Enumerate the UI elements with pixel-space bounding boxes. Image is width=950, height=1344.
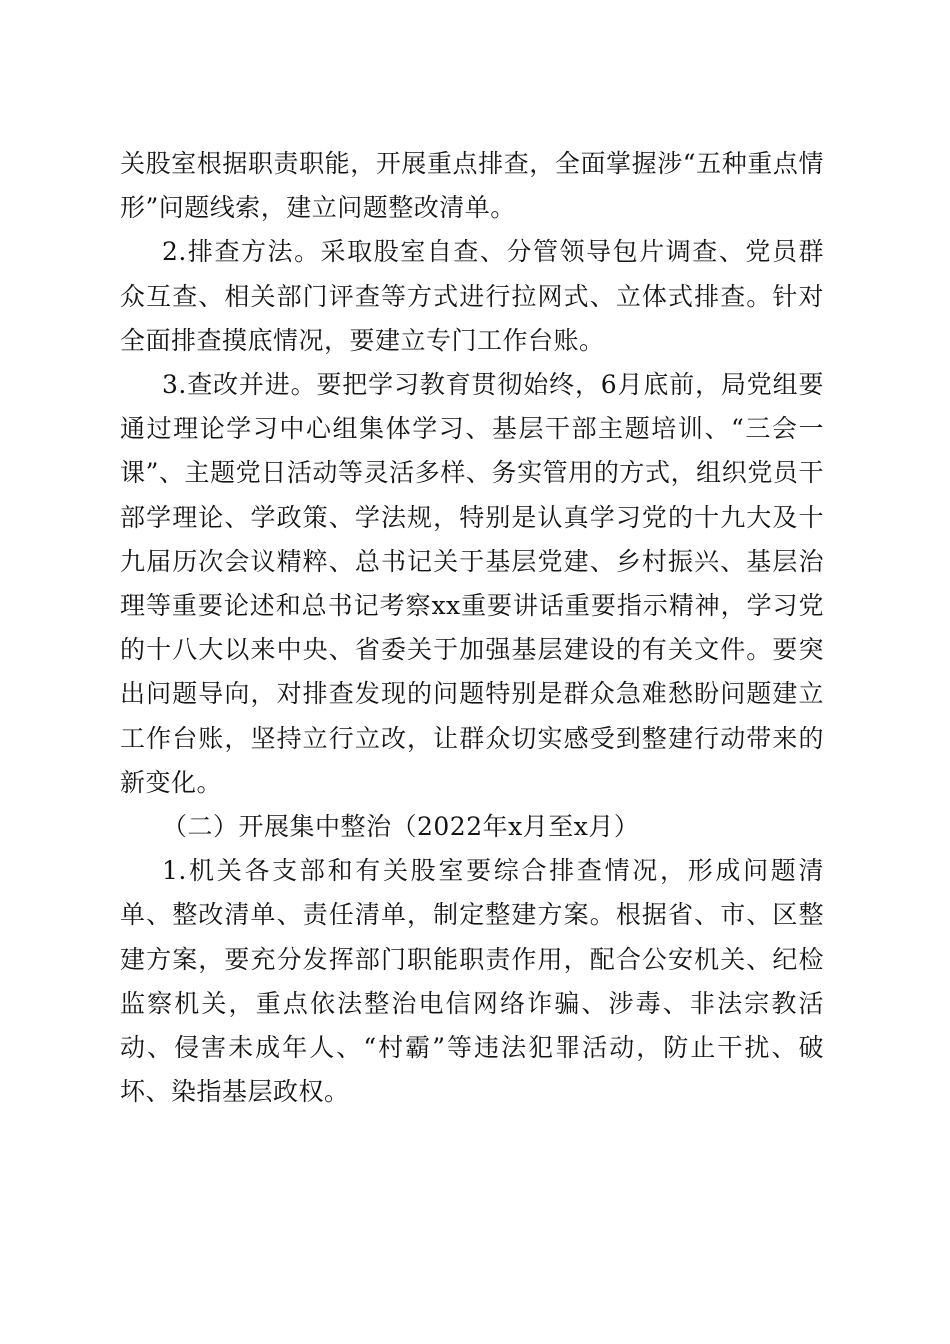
document-body	[120, 142, 824, 1114]
paragraph-branch-rectification: 1.机关各支部和有关股室要综合排查情况，形成问题清单、整改清单、责任清单，制定整建方案。根据省、市、区整建方案，要充分发挥部门职能职责作用，配合公安机关、纪检监察机关，重点依法整治电信网络诈骗、涉毒、非法宗教活动、侵害未成年人、“村霸”等违法犯罪活动，防止干扰、破坏、染指基层政权。	[120, 856, 824, 1107]
section-heading-concentrated-rectification: （二）开展集中整治（2022年x月至x月）	[162, 812, 640, 842]
paragraph-investigation-method: 2.排查方法。采取股室自查、分管领导包片调查、党员群众互查、相关部门评查等方式进行拉网式、立体式排查。针对全面排查摸底情况，要建立专门工作台账。	[120, 237, 824, 355]
paragraph-check-and-correct: 3.查改并进。要把学习教育贯彻始终，6月底前，局党组要通过理论学习中心组集体学习、基层干部主题培训、“三会一课”、主题党日活动等灵活多样、务实管用的方式，组织党员干部学理论、学政策、学法规，特别是认真学习党的十九大及十九届历次会议精粹、总书记关于基层党建、乡村振兴、基层治理等重要论述和总书记考察xx重要讲话重要指示精神，学习党的十八大以来中央、省委关于加强基层建设的有关文件。要突出问题导向，对排查发现的问题特别是群众急难愁盼问题建立工作台账，坚持立行立改，让群众切实感受到整建行动带来的新变化。	[120, 370, 824, 797]
paragraph-continuation: 关股室根据职责职能，开展重点排查，全面掌握涉“五种重点情形”问题线索，建立问题整改清单。	[120, 149, 824, 223]
